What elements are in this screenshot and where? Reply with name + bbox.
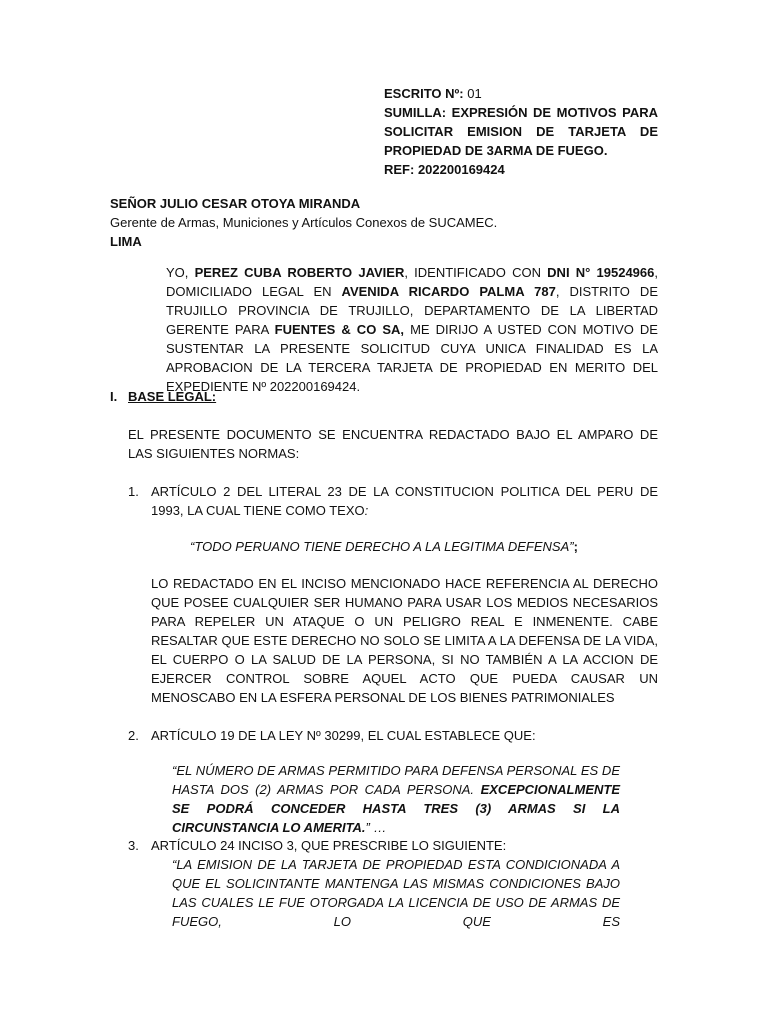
intro-text: , IDENTIFICADO CON <box>404 265 548 280</box>
sumilla-label: SUMILLA: <box>384 105 447 120</box>
intro-text: ME DIRIJO A USTED CON MOTIVO DE SUSTENTAR LA PRESENTE SOLICITUD CUYA UNICA FINALIDAD ES LA APROBACION DE LA TERCERA TARJETA DE PROPIEDAD EN MERITO DEL EXPEDIENTE Nº 202200169424. <box>166 322 658 394</box>
document-header <box>384 84 658 179</box>
addressee-name: SEÑOR JULIO CESAR OTOYA MIRANDA <box>110 196 361 211</box>
list-item <box>128 726 658 745</box>
item-text: ARTÍCULO 19 DE LA LEY Nº 30299, EL CUAL ESTABLECE QUE: <box>151 728 536 743</box>
list-item <box>128 482 658 520</box>
intro-text: , DOMICILIADO LEGAL EN <box>166 265 658 299</box>
intro-text: YO, <box>166 265 195 280</box>
quote: “LA EMISION DE LA TARJETA DE PROPIEDAD ESTA CONDICIONADA A QUE EL SOLICINTANTE MANTENGA LAS MISMAS CONDICIONES BAJO LAS CUALES LE FUE OTORGADA LA LICENCIA DE USO DE ARMAS DE FUEGO, LO QUE ES <box>172 857 620 929</box>
intro-text: , DISTRITO DE TRUJILLO PROVINCIA DE TRUJILLO, DEPARTAMENTO DE LA LIBERTAD GERENTE PARA <box>166 284 658 337</box>
quote <box>110 537 658 556</box>
addressee-position: Gerente de Armas, Municiones y Artículos Conexos de SUCAMEC. <box>110 215 498 230</box>
item-text: ARTÍCULO 24 INCISO 3, QUE PRESCRIBE LO SIGUIENTE: <box>151 838 507 853</box>
section-intro-text: EL PRESENTE DOCUMENTO SE ENCUENTRA REDACTADO BAJO EL AMPARO DE LAS SIGUIENTES NORMAS: <box>128 427 658 461</box>
addressee-city: LIMA <box>110 234 142 249</box>
item-explanation: LO REDACTADO EN EL INCISO MENCIONADO HACE REFERENCIA AL DERECHO QUE POSEE CUALQUIER SER HUMANO PARA USAR LOS MEDIOS NECESARIOS PARA REPELER UN ATAQUE O UN PELIGRO REAL E INMENENTE. CABE RESALTAR QUE ESTE DERECHO NO SOLO SE LIMITA A LA DEFENSA DE LA VIDA, EL CUERPO O LA SALUD DE LA PERSONA, SI NO TAMBIÉN A LA ACCION DE EJERCER CONTROL SOBRE AQUEL ACTO QUE PUEDA CAUSAR UN MENOSCABO EN LA ESFERA PERSONAL DE LOS BIENES PATRIMONIALES <box>151 576 658 705</box>
escrito-label: ESCRITO Nº: <box>384 86 464 101</box>
ref-label: REF: <box>384 162 415 177</box>
item-text: ARTÍCULO 2 DEL LITERAL 23 DE LA CONSTITUCION POLITICA DEL PERU DE 1993, LA CUAL TIENE COMO TEXO <box>151 484 658 518</box>
item-number: 1. <box>128 484 139 499</box>
list-item <box>128 836 658 855</box>
quote-end: ” … <box>365 820 387 835</box>
escrito-line <box>384 84 658 103</box>
quote-bold-text: EXCEPCIONALMENTE SE PODRÁ CONCEDER HASTA TRES (3) ARMAS SI LA CIRCUNSTANCIA LO AMERITA. <box>172 782 620 835</box>
item-number: 3. <box>128 838 139 853</box>
applicant-address: AVENIDA RICARDO PALMA 787 <box>341 284 556 299</box>
quote-end: ; <box>573 539 578 554</box>
sumilla-text: EXPRESIÓN DE MOTIVOS PARA SOLICITAR EMISION DE TARJETA DE PROPIEDAD DE 3ARMA DE FUEGO. <box>384 105 658 158</box>
addressee-block <box>110 194 670 251</box>
escrito-value: 01 <box>463 86 482 101</box>
ref-value: 202200169424 <box>414 162 505 177</box>
applicant-dni: DNI N° 19524966 <box>547 265 655 280</box>
section-title: BASE LEGAL: <box>128 389 217 404</box>
section-number: I. <box>110 389 118 404</box>
quote-text: “TODO PERUANO TIENE DERECHO A LA LEGITIMA DEFENSA” <box>190 539 574 554</box>
intro-paragraph <box>166 263 658 396</box>
applicant-name: PEREZ CUBA ROBERTO JAVIER <box>194 265 405 280</box>
ref-line <box>384 160 658 179</box>
sumilla-line <box>384 103 658 160</box>
company-name: FUENTES & CO SA, <box>274 322 405 337</box>
quote <box>172 761 620 837</box>
item-number: 2. <box>128 728 139 743</box>
item-text-end: : <box>364 503 369 518</box>
section-heading <box>110 387 658 406</box>
quote-text: “EL NÚMERO DE ARMAS PERMITIDO PARA DEFENSA PERSONAL ES DE HASTA DOS (2) ARMAS POR CADA PERSONA. <box>172 763 620 797</box>
